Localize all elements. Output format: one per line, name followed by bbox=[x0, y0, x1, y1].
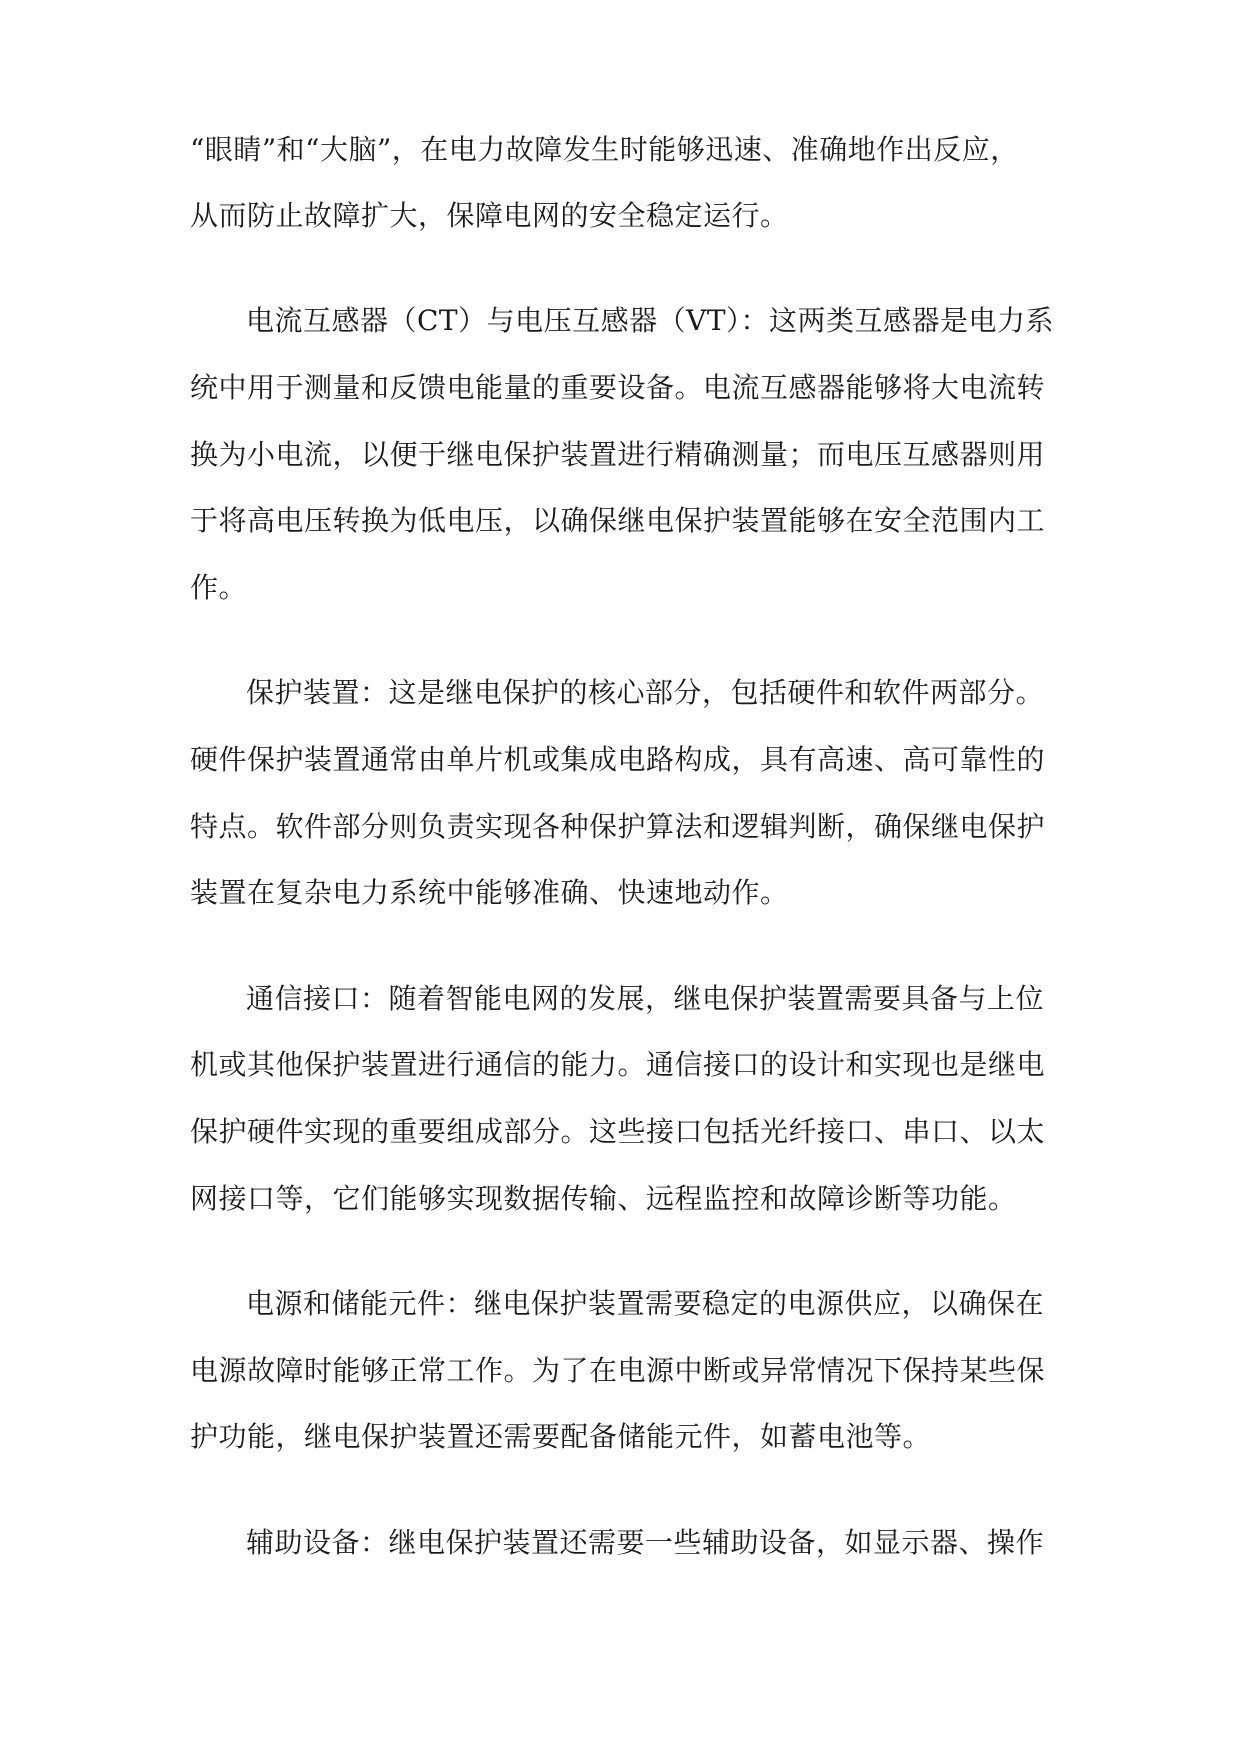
paragraph-start-line: 通信接口：随着智能电网的发展，继电保护装置需要具备与上位 bbox=[246, 982, 1045, 1015]
text-line: 于将高电压转换为低电压，以确保继电保护装置能够在安全范围内工 bbox=[190, 504, 1046, 537]
text-line: 护功能，继电保护装置还需要配备储能元件，如蓄电池等。 bbox=[190, 1420, 932, 1453]
paragraph-start-line: 保护装置：这是继电保护的核心部分，包括硬件和软件两部分。 bbox=[246, 676, 1045, 709]
text-line: 机或其他保护装置进行通信的能力。通信接口的设计和实现也是继电 bbox=[190, 1048, 1046, 1081]
text-line: 电源故障时能够正常工作。为了在电源中断或异常情况下保持某些保 bbox=[190, 1354, 1046, 1387]
text-line: 特点。软件部分则负责实现各种保护算法和逻辑判断，确保继电保护 bbox=[190, 810, 1046, 843]
paragraph-start-line: 辅助设备：继电保护装置还需要一些辅助设备，如显示器、操作 bbox=[246, 1526, 1045, 1559]
text-line: 硬件保护装置通常由单片机或集成电路构成，具有高速、高可靠性的 bbox=[190, 743, 1046, 776]
text-line: 统中用于测量和反馈电能量的重要设备。电流互感器能够将大电流转 bbox=[190, 371, 1046, 404]
text-line: 从而防止故障扩大，保障电网的安全稳定运行。 bbox=[190, 199, 789, 232]
text-line: 换为小电流，以便于继电保护装置进行精确测量；而电压互感器则用 bbox=[190, 438, 1046, 471]
text-line: 保护硬件实现的重要组成部分。这些接口包括光纤接口、串口、以太 bbox=[190, 1115, 1046, 1148]
text-line: 网接口等，它们能够实现数据传输、远程监控和故障诊断等功能。 bbox=[190, 1182, 1017, 1215]
text-line: 作。 bbox=[190, 571, 248, 604]
text-line: 装置在复杂电力系统中能够准确、快速地动作。 bbox=[190, 876, 789, 909]
paragraph-start-line: 电流互感器（CT）与电压互感器（VT）：这两类互感器是电力系 bbox=[246, 304, 1054, 337]
text-line: “眼睛”和“大脑”，在电力故障发生时能够迅速、准确地作出反应， bbox=[190, 133, 1019, 166]
paragraph-start-line: 电源和储能元件：继电保护装置需要稳定的电源供应，以确保在 bbox=[246, 1287, 1045, 1320]
